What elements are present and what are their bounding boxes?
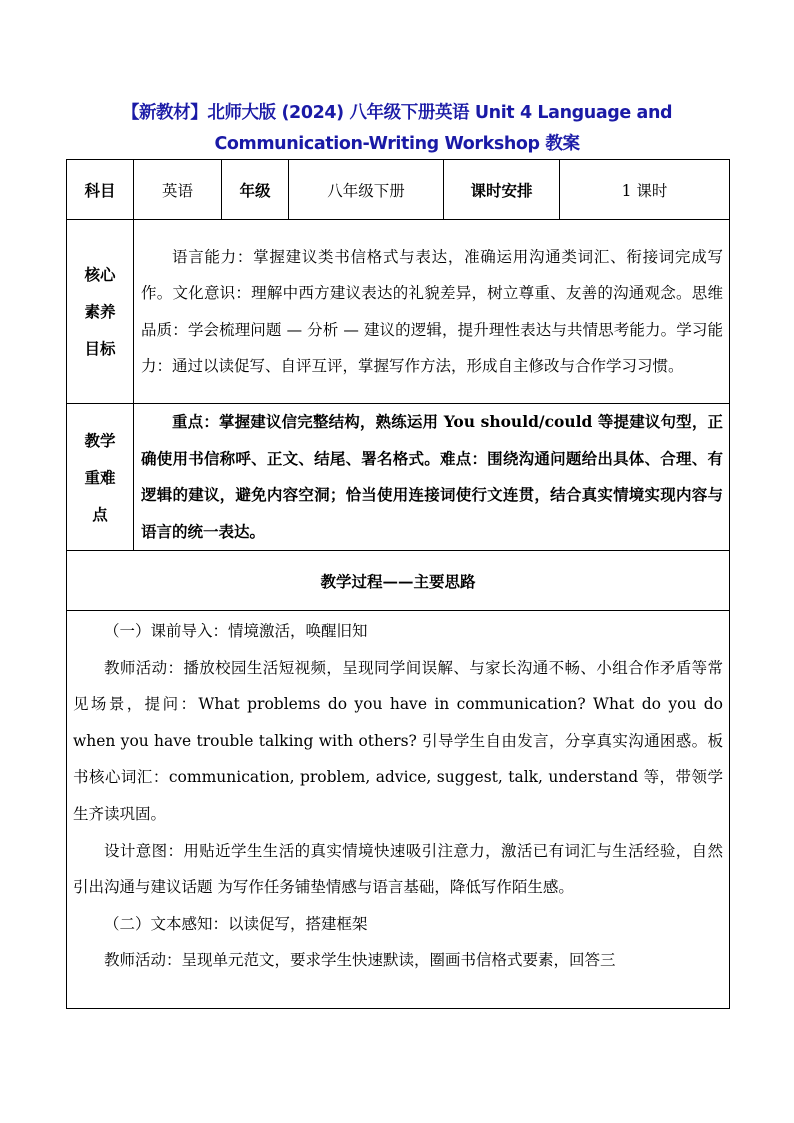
process-body (67, 611, 730, 1009)
section1-design-intent: 设计意图：用贴近学生生活的真实情境快速吸引注意力，激活已有词汇与生活经验，自然引出沟通与建议话题 为写作任务铺垫情感与语言基础，降低写作陌生感。 (73, 841, 723, 897)
key-points-text: 重点：掌握建议信完整结构，熟练运用 You should/could 等提建议句型，正确使用书信称呼、正文、结尾、署名格式。难点：围绕沟通问题给出具体、合理、有逻辑的建议，避免内容空洞；恰当使用连接词使行文连贯，结合真实情境实现内容与语言的统一表达。 (141, 412, 723, 541)
core-literacy-text: 语言能力：掌握建议类书信格式与表达，准确运用沟通类词汇、衔接词完成写作。文化意识：理解中西方建议表达的礼貌差异，树立尊重、友善的沟通观念。思维品质：学会梳理问题 — 分析 — 建议的逻辑，提升理性表达与共情思考能力。学习能力：通过以读促写、自评互评，掌握写作方法，形成自主修改与合作学习习惯。 (141, 247, 723, 375)
key-points-row (67, 404, 730, 551)
process-heading: 教学过程——主要思路 (67, 551, 730, 611)
section2-teacher-activity: 教师活动：呈现单元范文，要求学生快速默读，圈画书信格式要素，回答三 (104, 951, 616, 970)
section2-title: （二）文本感知：以读促写，搭建框架 (104, 914, 368, 933)
hours-value: 1 课时 (560, 160, 730, 220)
header-row (67, 160, 730, 220)
subject-value: 英语 (134, 160, 222, 220)
core-literacy-cell (134, 220, 730, 404)
process-body-row (67, 611, 730, 1009)
subject-label: 科目 (67, 160, 134, 220)
process-heading-row (67, 551, 730, 611)
title-line-2: Communication-Writing Workshop 教案 (214, 134, 580, 154)
grade-value: 八年级下册 (289, 160, 444, 220)
hours-label: 课时安排 (444, 160, 560, 220)
grade-label: 年级 (222, 160, 289, 220)
core-literacy-label: 核心素养目标 (67, 220, 134, 404)
core-literacy-row (67, 220, 730, 404)
section1-title: （一）课前导入：情境激活，唤醒旧知 (104, 622, 368, 640)
document-title (66, 98, 728, 160)
section1-teacher-activity: 教师活动：播放校园生活短视频，呈现同学间误解、与家长沟通不畅、小组合作矛盾等常见场景，提问：What problems do you have in communication? What do you do when you have trouble talking with others? 引导学生自由发言，分享真实沟通困惑。板书核心词汇：communication, problem, advice, suggest, talk, understand 等，带领学生齐读巩固。 (73, 658, 723, 823)
key-points-cell (134, 404, 730, 551)
lesson-plan-table (66, 159, 730, 1009)
title-line-1: 【新教材】北师大版 (2024) 八年级下册英语 Unit 4 Language and (121, 103, 673, 123)
key-points-label: 教学重难点 (67, 404, 134, 551)
